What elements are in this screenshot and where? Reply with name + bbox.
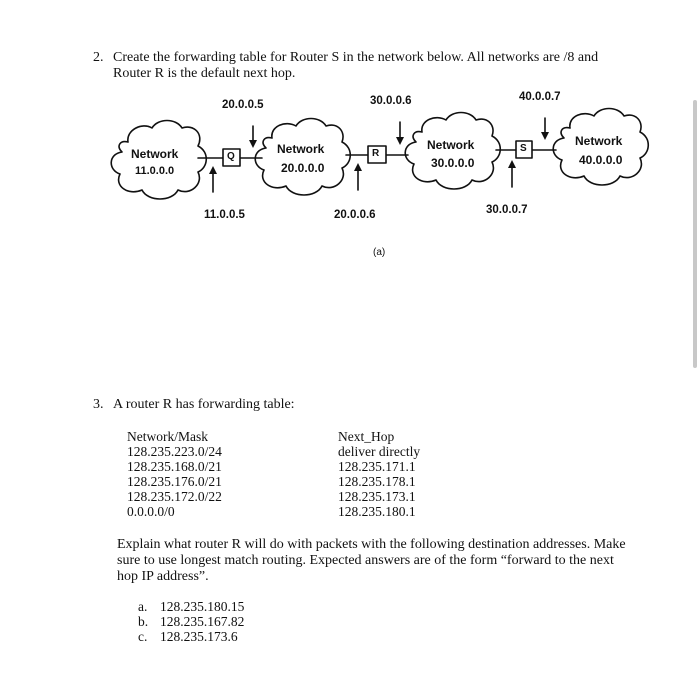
list-item-address: 128.235.173.6 [160,629,238,644]
diagram-caption: (a) [373,247,386,258]
column-header-network-mask: Network/Mask [127,429,208,444]
network-1-label: Network [131,147,179,161]
list-item-marker: a. [138,599,148,614]
network-2-address: 20.0.0.0 [281,161,325,175]
address-list [160,599,244,644]
question-2-line-1: Create the forwarding table for Router S in the network below. All networks are /8 and [113,50,599,65]
ip-label-q-bottom: 11.0.0.5 [204,209,245,221]
network-2-label: Network [277,142,325,156]
list-item-marker: b. [138,614,149,629]
network-4-label: Network [575,134,623,148]
address-list-markers [138,599,148,644]
router-q-label: Q [227,151,235,162]
explain-line-3: hop IP address”. [117,569,209,584]
table-cell-next-hop: 128.235.171.1 [338,459,416,474]
list-item-address: 128.235.180.15 [160,599,245,614]
table-cell-next-hop: 128.235.173.1 [338,489,416,504]
table-cell-network: 0.0.0.0/0 [127,504,175,519]
list-item-marker: c. [138,629,148,644]
router-r-label: R [372,148,380,159]
network-3-label: Network [427,138,475,152]
column-header-next-hop: Next_Hop [338,429,395,444]
explain-line-1: Explain what router R will do with packets with the following destination addresses. Make [117,537,626,552]
ip-label-q-top: 20.0.0.5 [222,99,264,111]
question-3-number: 3. [93,397,104,412]
table-cell-network: 128.235.223.0/24 [127,444,222,459]
list-item-address: 128.235.167.82 [160,614,245,629]
table-cell-next-hop: 128.235.180.1 [338,504,416,519]
network-1-address: 11.0.0.0 [135,165,175,177]
table-cell-network: 128.235.176.0/21 [127,474,222,489]
table-cell-next-hop: deliver directly [338,444,421,459]
router-s-label: S [520,143,527,154]
network-diagram [0,0,700,300]
network-cloud-2 [255,119,350,196]
table-cell-next-hop: 128.235.178.1 [338,474,416,489]
table-cell-network: 128.235.172.0/22 [127,489,222,504]
question-2-number: 2. [93,50,104,65]
network-3-address: 30.0.0.0 [431,156,475,170]
ip-label-r-bottom: 20.0.0.6 [334,209,376,221]
forwarding-table-next-hop-column [338,429,420,519]
question-3-intro: A router R has forwarding table: [113,397,295,412]
ip-label-s-bottom: 30.0.0.7 [486,204,528,216]
network-4-address: 40.0.0.0 [579,153,623,167]
explain-line-2: sure to use longest match routing. Expected answers are of the form “forward to the next [117,553,614,568]
ip-label-r-top: 30.0.0.6 [370,95,412,107]
table-cell-network: 128.235.168.0/21 [127,459,222,474]
ip-label-s-top: 40.0.0.7 [519,91,561,103]
vertical-scrollbar-thumb[interactable] [693,100,697,368]
forwarding-table-network-column [127,429,222,519]
question-2-line-2: Router R is the default next hop. [113,66,296,81]
